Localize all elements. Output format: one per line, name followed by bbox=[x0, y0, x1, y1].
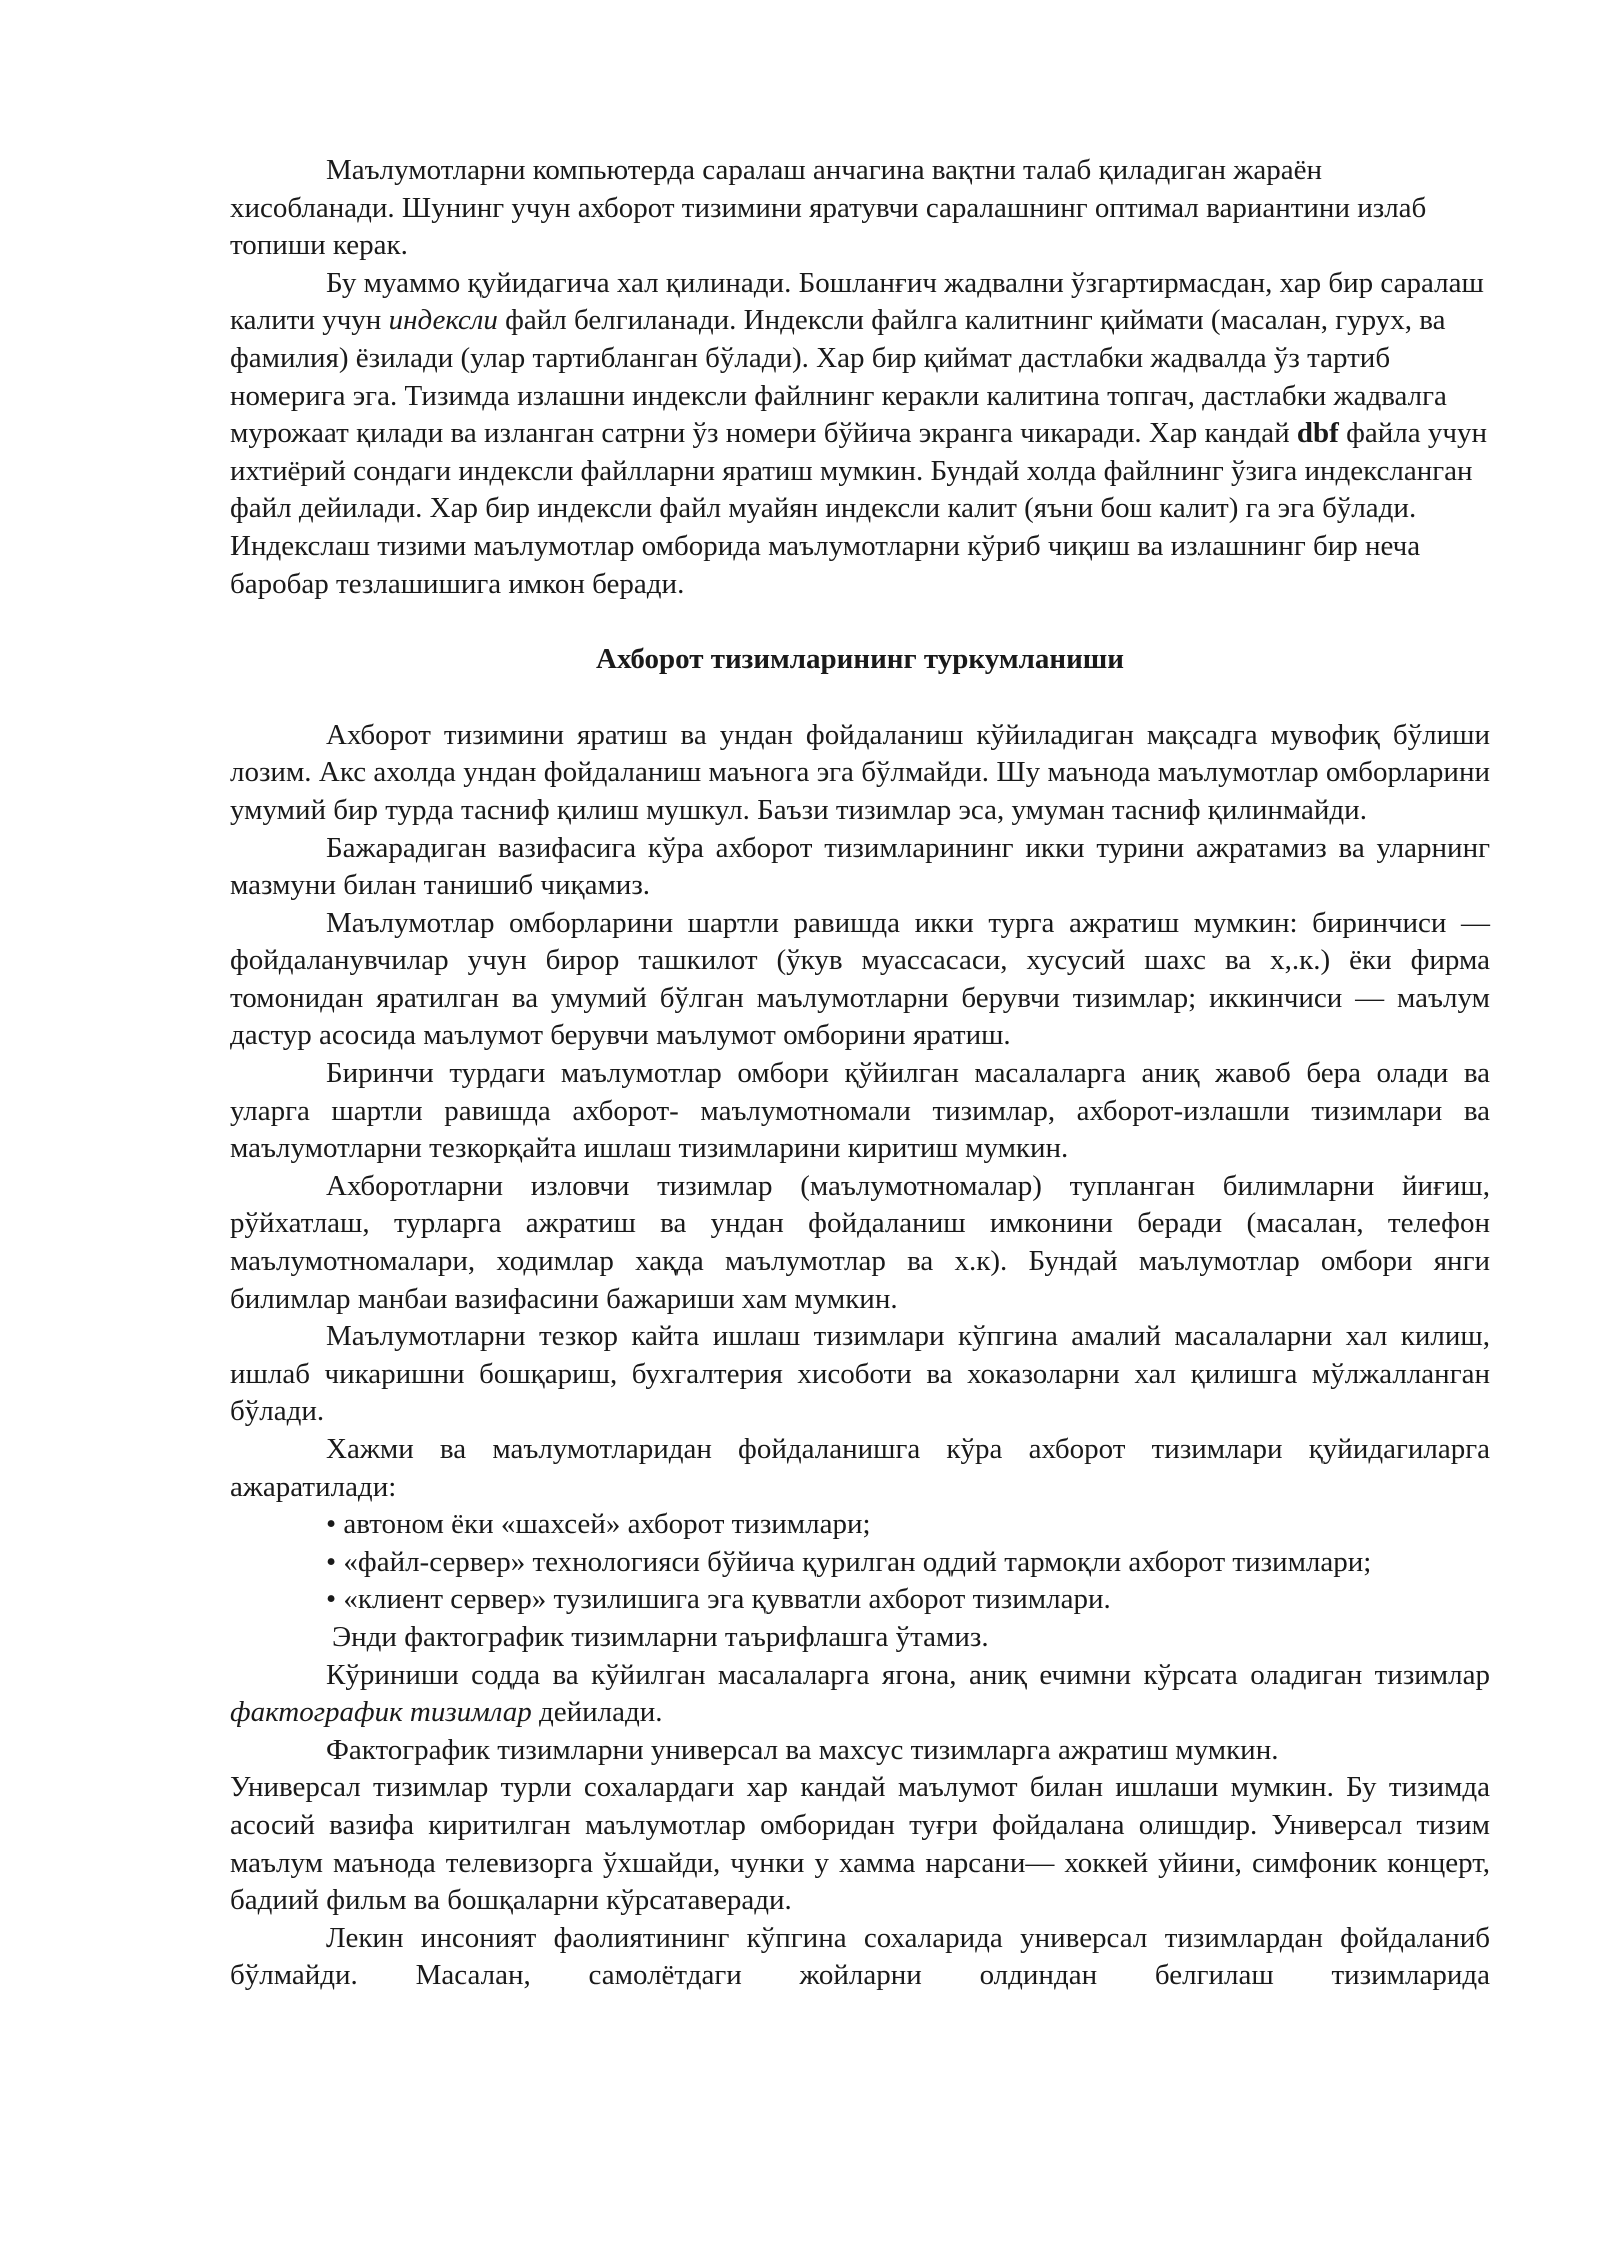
bullet-item bbox=[230, 1581, 1490, 1619]
italic-term: индексли bbox=[388, 304, 498, 337]
paragraph bbox=[230, 1055, 1490, 1168]
paragraph bbox=[230, 905, 1490, 1055]
paragraph-text: Фактографик тизимларни универсал ва махсус тизимларга ажратиш мумкин. bbox=[326, 1733, 1279, 1766]
bullet-text: • «файл-сервер» технологияси бўйича қурилган оддий тармоқли ахборот тизимлари; bbox=[326, 1545, 1372, 1578]
paragraph-text: Биринчи турдаги маълумотлар омбори қўйилган масалаларга аниқ жавоб бера олади ва уларга шартли равишда ахборот- маълумотномали тизимлар, ахборот-излашли тизимлари ва маълумотларни тезкорқайта ишлаш тизимларини киритиш мумкин. bbox=[230, 1057, 1490, 1165]
bold-term: dbf bbox=[1296, 417, 1339, 450]
paragraph-text: Лекин инсоният фаолиятининг кўпгина сохаларида универсал тизимлардан фойдаланиб бўлмайди. Масалан, самолётдаги жойларни олдиндан белгилаш тизимларида bbox=[230, 1921, 1490, 1992]
paragraph-text: дейилади. bbox=[531, 1696, 663, 1729]
paragraph bbox=[230, 1732, 1490, 1770]
italic-term: фактографик тизимлар bbox=[230, 1696, 532, 1729]
paragraph-text: Универсал тизимлар турли сохалардаги хар кандай маълумот билан ишлаши мумкин. Бу тизимда асосий вазифа киритилган маълумотлар омборидан туғри фойдалана олишдир. Универсал тизим маълум маънода телевизорга ўхшайди, чунки у хамма нарсани— хоккей уйини, симфоник концерт, бадиий фильм ва бошқаларни кўрсатаверади. bbox=[230, 1771, 1490, 1917]
paragraph bbox=[230, 830, 1490, 905]
paragraph-text: Бу муаммо қуйидагича хал қилинади. Бошланғич жадвални ўзгартирмасдан, хар бир саралаш калити учун bbox=[230, 266, 1484, 337]
paragraph-text: Бажарадиган вазифасига кўра ахборот тизимларининг икки турини ажратамиз ва уларнинг мазмуни билан танишиб чиқамиз. bbox=[230, 831, 1490, 902]
bullet-item bbox=[230, 1506, 1490, 1544]
paragraph-text: Энди фактографик тизимларни таърифлашга ўтамиз. bbox=[332, 1620, 989, 1653]
paragraph bbox=[230, 1920, 1490, 1995]
paragraph bbox=[230, 1769, 1490, 1919]
paragraph bbox=[230, 152, 1490, 265]
paragraph bbox=[230, 1619, 1490, 1657]
paragraph-text: Маълумотларни тезкор кайта ишлаш тизимлари кўпгина амалий масалаларни хал килиш, ишлаб чикаришни бошқариш, бухгалтерия хисоботи ва хоказоларни хал қилишга мўлжалланган бўлади. bbox=[230, 1320, 1490, 1428]
document-page bbox=[230, 152, 1490, 1995]
paragraph-text: Ахборотларни изловчи тизимлар (маълумотномалар) тупланган билимларни йиғиш, рўйхатлаш, турларга ажратиш ва ундан фойдаланиш имконини беради (масалан, телефон маълумотномалари, ходимлар хақда маълумотлар ва х.к). Бундай маълумотлар омбори янги билимлар манбаи вазифасини бажариши хам мумкин. bbox=[230, 1169, 1490, 1315]
paragraph bbox=[230, 265, 1490, 603]
paragraph bbox=[230, 1168, 1490, 1318]
paragraph-text: Кўриниши содда ва кўйилган масалаларга ягона, аниқ ечимни кўрсата оладиган тизимлар bbox=[326, 1658, 1490, 1691]
paragraph-text: Хажми ва маълумотларидан фойдаланишга кўра ахборот тизимлари қуйидагиларга ажаратилади: bbox=[230, 1433, 1490, 1503]
paragraph-text: файл белгиланади. Индексли файлга калитнинг қиймати (масалан, гурух, ва фамилия) ёзилади (улар тартибланган бўлади). Хар бир қиймат дастлабки жадвалда ўз тартиб номерига эга. Тизимда излашни индексли файлнинг керакли калитина топгач, дастлабки жадвалга мурожаат қилади ва изланган сатрни ўз номери бўйича экранга чикаради. Хар кандай bbox=[230, 304, 1447, 450]
paragraph bbox=[230, 717, 1490, 830]
paragraph-text: Маълумотларни компьютерда саралаш анчагина вақтни талаб қиладиган жараён хисобланади. Шунинг учун ахборот тизимини яратувчи саралашнинг оптимал вариантини излаб топиши керак. bbox=[230, 154, 1427, 262]
paragraph bbox=[230, 1318, 1490, 1431]
bullet-item bbox=[230, 1544, 1490, 1582]
section-heading: Ахборот тизимларининг туркумланиши bbox=[596, 643, 1124, 676]
paragraph-text: файла учун ихтиёрий сондаги индексли файлларни яратиш мумкин. Бундай холда файлнинг ўзига индексланган файл дейилади. Хар бир индексли файл муайян индексли калит (яъни бош калит) га эга бўлади. Индекслаш тизими маълумотлар омборида маълумотларни кўриб чиқиш ва излашнинг бир неча баробар тезлашишига имкон беради. bbox=[230, 417, 1487, 600]
paragraph bbox=[230, 1431, 1490, 1506]
paragraph-text: Маълумотлар омборларини шартли равишда икки турга ажратиш мумкин: биринчиси — фойдаланувчилар учун бирор ташкилот (ўкув муассасаси, хусусий шахс ва х,.к.) ёки фирма томонидан яратилган ва умумий бўлган маълумотларни берувчи тизимлар; иккинчиси — маълум дастур асосида маълумот берувчи маълумот омборини яратиш. bbox=[230, 906, 1490, 1052]
bullet-text: • автоном ёки «шахсей» ахборот тизимлари; bbox=[326, 1508, 871, 1541]
paragraph-text: Ахборот тизимини яратиш ва ундан фойдаланиш кўйиладиган мақсадга мувофиқ бўлиши лозим. Акс ахолда ундан фойдаланиш маънога эга бўлмайди. Шу маънода маълумотлар омборларини умумий бир турда тасниф қилиш мушкул. Баъзи тизимлар эса, умуман тасниф қилинмайди. bbox=[230, 718, 1490, 826]
paragraph bbox=[230, 1657, 1490, 1732]
bullet-text: • «клиент сервер» тузилишига эга қувватли ахборот тизимлари. bbox=[326, 1583, 1111, 1616]
